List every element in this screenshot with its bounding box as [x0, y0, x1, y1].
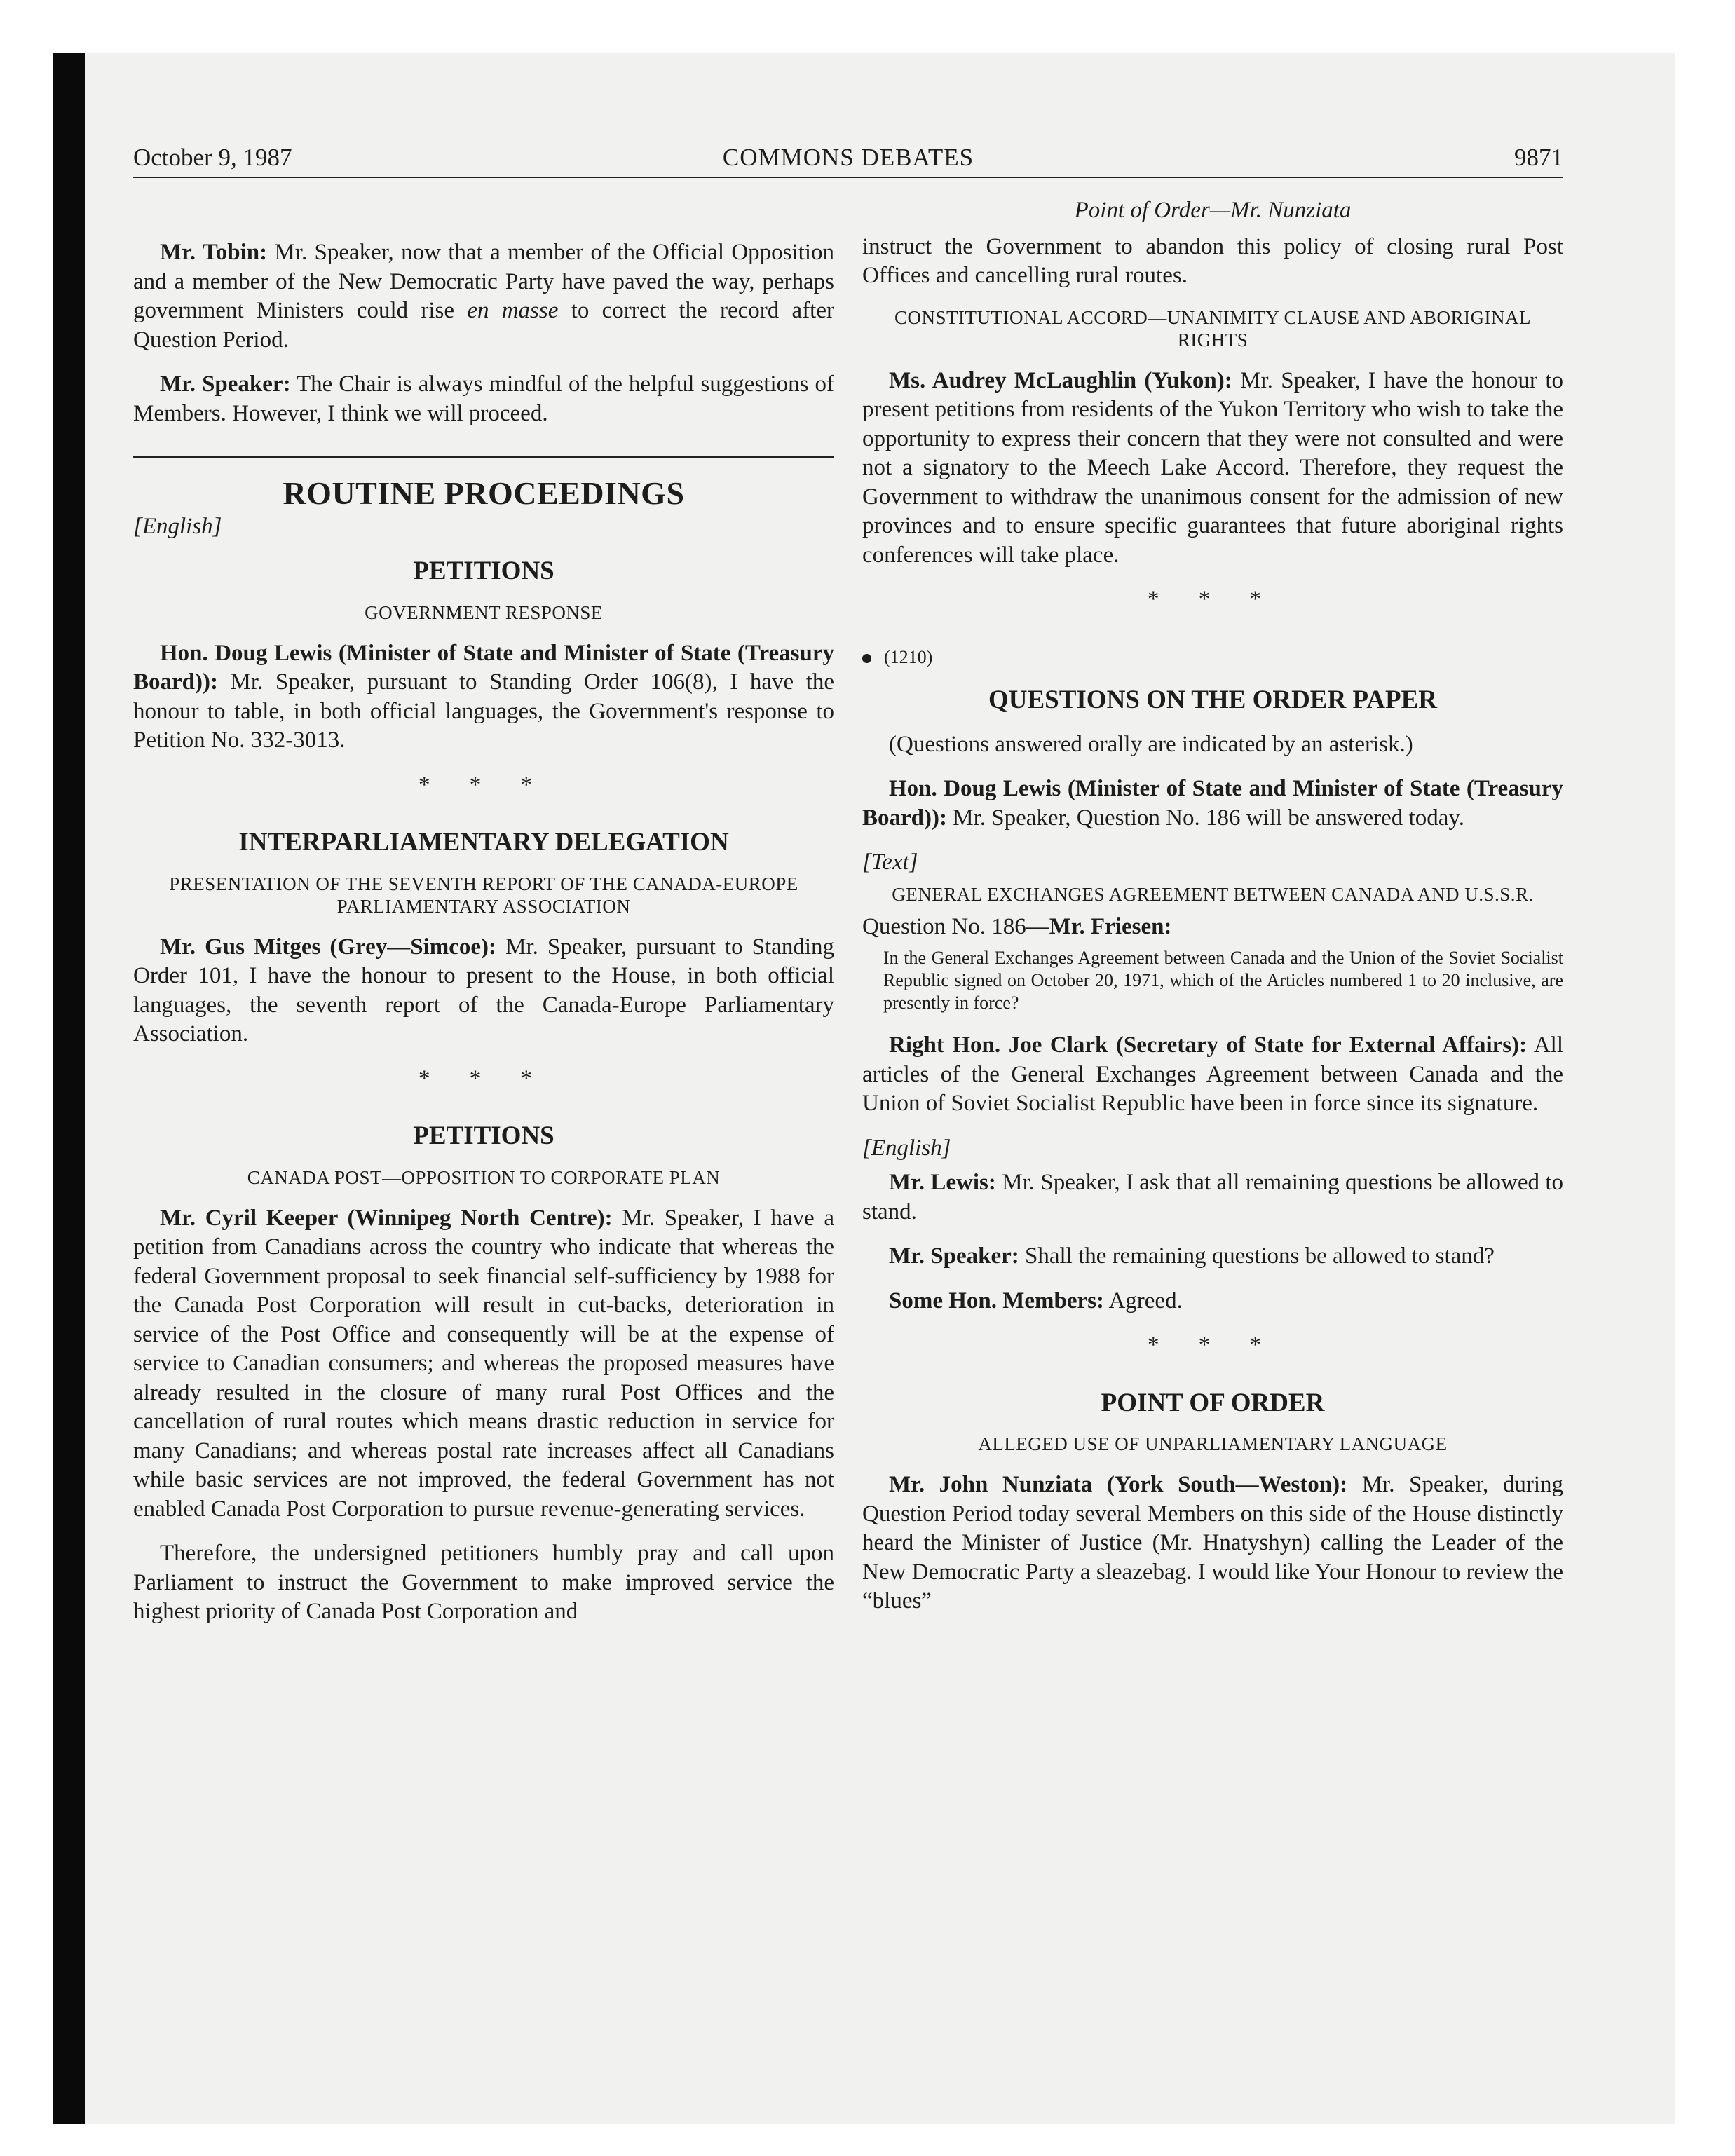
heading-questions-order-paper: QUESTIONS ON THE ORDER PAPER: [988, 685, 1438, 714]
bullet-icon: [862, 654, 871, 663]
paragraph-agreed: Some Hon. Members: Agreed.: [889, 1288, 1183, 1314]
paragraph-speaker-stand: Mr. Speaker: Shall the remaining questions be allowed to stand?: [889, 1243, 1495, 1269]
heading-petitions-2: PETITIONS: [413, 1121, 554, 1150]
paragraph-questions-note: (Questions answered orally are indicated by an asterisk.): [889, 731, 1413, 757]
section-rule: [133, 456, 834, 458]
paragraph-continued: instruct the Government to abandon this policy of closing rural Post Offices and cancelling rural routes.: [862, 233, 1563, 288]
left-column: [133, 196, 834, 1642]
paragraph-keeper: Mr. Cyril Keeper (Winnipeg North Centre): Mr. Speaker, I have a petition from Canadians across the country who indicate that whereas the federal Government proposal to seek financial self-sufficiency by 1988 for the Canada Post Corporation will result in cut-backs, deterioration in service of the Post Office and consequently will be at the expense of service to Canadian consumers; and whereas the proposed measures have already resulted in the closure of many rural Post Offices and the cancellation of rural routes which means drastic reduction in service for many Canadians; and whereas postal rate increases affect all Canadians while basic services are not improved, the federal Government has not enabled Canada Post Corporation to pursue revenue-generating services.: [133, 1205, 834, 1522]
speaker-name: Hon. Doug Lewis (Minister of State and Minister of State (Treasury Board)):: [133, 640, 834, 695]
language-marker-text: [Text]: [862, 850, 918, 875]
speaker-name: Mr. Speaker:: [160, 371, 291, 397]
scan-edge: [53, 53, 85, 2124]
subheading-seventh-report: PRESENTATION OF THE SEVENTH REPORT OF THE CANADA-EUROPE PARLIAMENTARY ASSOCIATION: [169, 873, 798, 917]
right-column: [862, 196, 1563, 1632]
heading-petitions: PETITIONS: [413, 557, 554, 585]
question-label: Question No. 186—Mr. Friesen:: [862, 913, 1172, 939]
paragraph-therefore: Therefore, the undersigned petitioners humbly pray and call upon Parliament to instruct the Government to make improved service the highest priority of Canada Post Corporation and: [133, 1541, 834, 1624]
time-marker: (1210): [862, 643, 1563, 672]
header-page-number: 9871: [1514, 144, 1563, 171]
header-date: October 9, 1987: [133, 144, 292, 171]
paragraph-nunziata: Mr. John Nunziata (York South—Weston): Mr. Speaker, during Question Period today several Members on this side of the House distinctly heard the Minister of Justice (Mr. Hnatyshyn) calling the Leader of the New Democratic Party a sleazebag. I would like Your Honour to review the “blues”: [862, 1472, 1563, 1613]
speaker-name: Mr. Gus Mitges (Grey—Simcoe):: [160, 934, 497, 960]
heading-interparliamentary-delegation: INTERPARLIAMENTARY DELEGATION: [238, 828, 729, 857]
language-marker: [English]: [133, 513, 222, 539]
section-separator: * * *: [1148, 1332, 1278, 1358]
section-separator: * * *: [1148, 587, 1278, 612]
speaker-name: Mr. Cyril Keeper (Winnipeg North Centre):: [160, 1205, 613, 1231]
paragraph-lewis-question: Hon. Doug Lewis (Minister of State and Minister of State (Treasury Board)): Mr. Speaker, Question No. 186 will be answered today.: [862, 776, 1563, 831]
page-header: [133, 144, 1563, 179]
subheading-constitutional-accord: CONSTITUTIONAL ACCORD—UNANIMITY CLAUSE AND ABORIGINAL RIGHTS: [894, 306, 1531, 350]
speaker-name: Hon. Doug Lewis (Minister of State and Minister of State (Treasury Board)):: [862, 776, 1563, 831]
subheading-government-response: GOVERNMENT RESPONSE: [365, 601, 603, 623]
paragraph-mclaughlin: Ms. Audrey McLaughlin (Yukon): Mr. Speaker, I have the honour to present petitions from residents of the Yukon Territory who wish to take the opportunity to express their concern that they were not consulted and were not a signatory to the Meech Lake Accord. Therefore, they request the Government to withdraw the unanimous consent for the admission of new provinces and to ensure specific guarantees that future aboriginal rights conferences will take place.: [862, 367, 1563, 568]
running-head: Point of Order—Mr. Nunziata: [1074, 198, 1352, 223]
speaker-name: Some Hon. Members:: [889, 1288, 1105, 1314]
speaker-name: Mr. John Nunziata (York South—Weston):: [889, 1472, 1348, 1497]
section-separator: * * *: [419, 1065, 549, 1091]
paragraph-lewis: Hon. Doug Lewis (Minister of State and Minister of State (Treasury Board)): Mr. Speaker, pursuant to Standing Order 106(8), I have the honour to table, in both official languages, the Government's response to Petition No. 332-3013.: [133, 640, 834, 753]
header-rule: [133, 177, 1563, 178]
subheading-general-exchanges: GENERAL EXCHANGES AGREEMENT BETWEEN CANADA AND U.S.S.R.: [892, 883, 1534, 905]
heading-point-of-order: POINT OF ORDER: [1101, 1388, 1325, 1417]
paragraph-clark: Right Hon. Joe Clark (Secretary of State for External Affairs): All articles of the General Exchanges Agreement between Canada and the Union of Soviet Socialist Republic have been in force since its signature.: [862, 1032, 1563, 1116]
speaker-name: Ms. Audrey McLaughlin (Yukon):: [889, 367, 1232, 393]
section-separator: * * *: [419, 772, 549, 798]
subheading-canada-post: CANADA POST—OPPOSITION TO CORPORATE PLAN: [247, 1166, 721, 1188]
paragraph-mitges: Mr. Gus Mitges (Grey—Simcoe): Mr. Speaker, pursuant to Standing Order 101, I have the honour to present to the House, in both official languages, the seventh report of the Canada-Europe Parliamentary Association.: [133, 934, 835, 1046]
subheading-unparliamentary-language: ALLEGED USE OF UNPARLIAMENTARY LANGUAGE: [978, 1433, 1448, 1454]
paragraph-tobin: Mr. Tobin: Mr. Speaker, now that a member of the Official Opposition and a member of the New Democratic Party have paved the way, perhaps government Ministers could rise en masse to correct the record after Question Period.: [133, 240, 834, 353]
heading-routine-proceedings: ROUTINE PROCEEDINGS: [283, 475, 685, 511]
paragraph-lewis-stand: Mr. Lewis: Mr. Speaker, I ask that all remaining questions be allowed to stand.: [862, 1170, 1563, 1224]
language-marker-english: [English]: [862, 1135, 951, 1161]
paragraph-speaker: Mr. Speaker: The Chair is always mindful of the helpful suggestions of Members. However, I think we will proceed.: [133, 371, 834, 426]
header-title: COMMONS DEBATES: [722, 144, 974, 171]
speaker-name: Right Hon. Joe Clark (Secretary of State for External Affairs):: [889, 1032, 1528, 1058]
speaker-name: Mr. Speaker:: [889, 1243, 1019, 1269]
speaker-name: Mr. Lewis:: [889, 1170, 996, 1195]
speaker-name: Mr. Tobin:: [160, 240, 268, 265]
question-text: In the General Exchanges Agreement between Canada and the Union of the Soviet Socialist Republic signed on October 20, 1971, which of the Articles numbered 1 to 20 inclusive, are presently in force?: [883, 948, 1563, 1013]
